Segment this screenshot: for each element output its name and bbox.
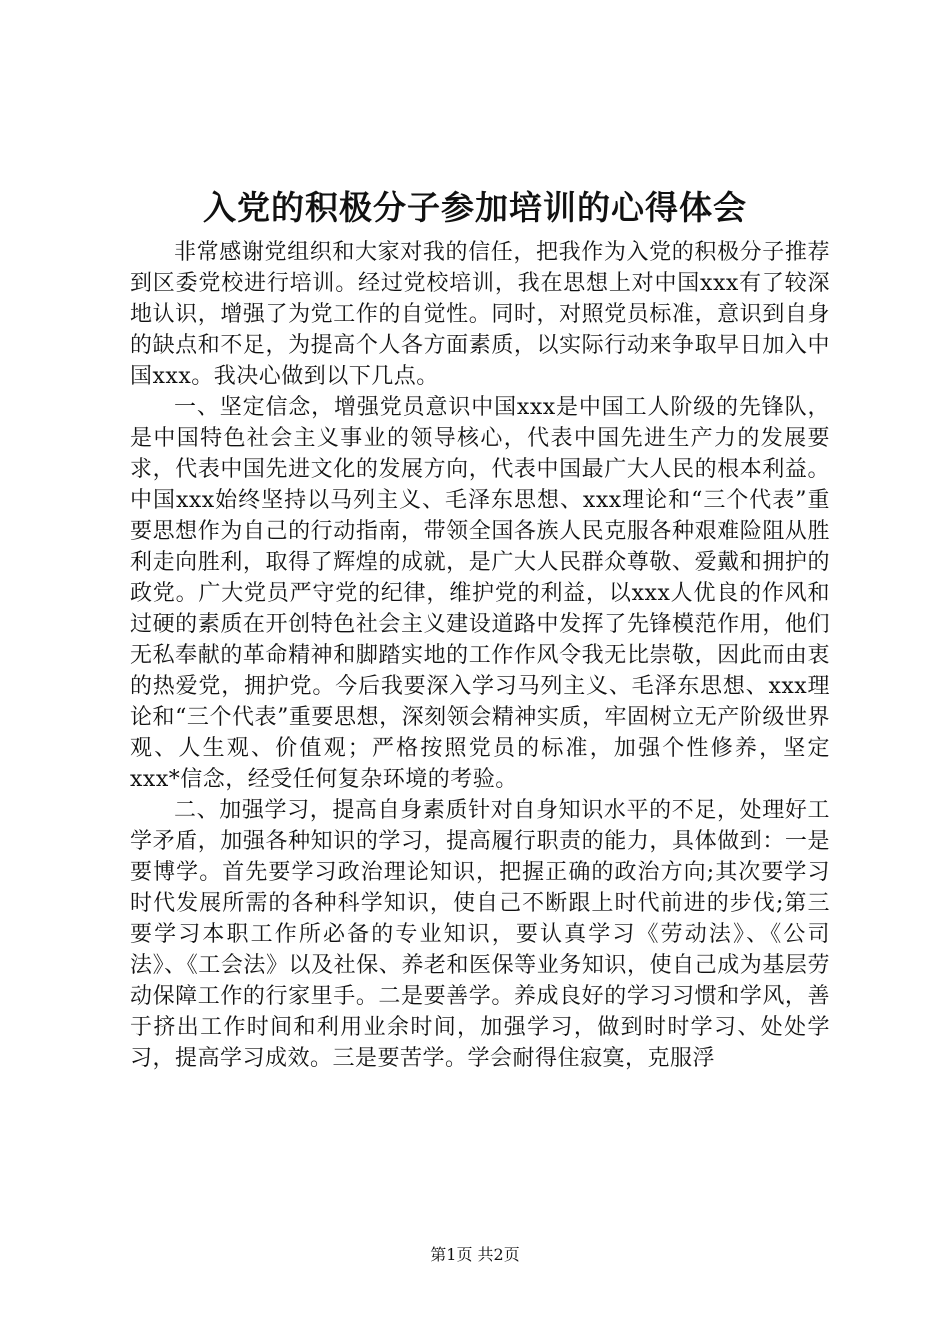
page-number-footer: 第1页 共2页 [430,1245,520,1264]
document-body [130,237,830,1074]
paragraph-intro: 非常感谢党组织和大家对我的信任，把我作为入党的积极分子推荐到区委党校进行培训。经过党校培训，我在思想上对中国xxx有了较深地认识，增强了为党工作的自觉性。同时，对照党员标准，意识到自身的缺点和不足，为提高个人各方面素质，以实际行动来争取早日加入中国xxx。我决心做到以下几点。 [130,240,830,389]
paragraph-section-2: 二、加强学习，提高自身素质针对自身知识水平的不足，处理好工学矛盾，加强各种知识的学习，提高履行职责的能力，具体做到：一是要博学。首先要学习政治理论知识，把握正确的政治方向;其次要学习时代发展所需的各种科学知识，使自己不断跟上时代前进的步伐;第三要学习本职工作所必备的专业知识，要认真学习《劳动法》、《公司法》、《工会法》以及社保、养老和医保等业务知识，使自己成为基层劳动保障工作的行家里手。二是要善学。养成良好的学习习惯和学风，善于挤出工作时间和利用业余时间，加强学习，做到时时学习、处处学习，提高学习成效。三是要苦学。学会耐得住寂寞，克服浮 [130,798,830,1071]
document-title: 入党的积极分子参加培训的心得体会 [203,188,747,227]
paragraph-section-1: 一、坚定信念，增强党员意识中国xxx是中国工人阶级的先锋队，是中国特色社会主义事业的领导核心，代表中国先进生产力的发展要求，代表中国先进文化的发展方向，代表中国最广大人民的根本利益。中国xxx始终坚持以马列主义、毛泽东思想、xxx理论和“三个代表”重要思想作为自己的行动指南，带领全国各族人民克服各种艰难险阻从胜利走向胜利，取得了辉煌的成就，是广大人民群众尊敬、爱戴和拥护的政党。广大党员严守党的纪律，维护党的利益，以xxx人优良的作风和过硬的素质在开创特色社会主义建设道路中发挥了先锋模范作用，他们无私奉献的革命精神和脚踏实地的工作作风令我无比崇敬，因此而由衷的热爱党，拥护党。今后我要深入学习马列主义、毛泽东思想、xxx理论和“三个代表”重要思想，深刻领会精神实质，牢固树立无产阶级世界观、人生观、价值观；严格按照党员的标准，加强个性修养，坚定xxx*信念，经受任何复杂环境的考验。 [130,395,830,792]
